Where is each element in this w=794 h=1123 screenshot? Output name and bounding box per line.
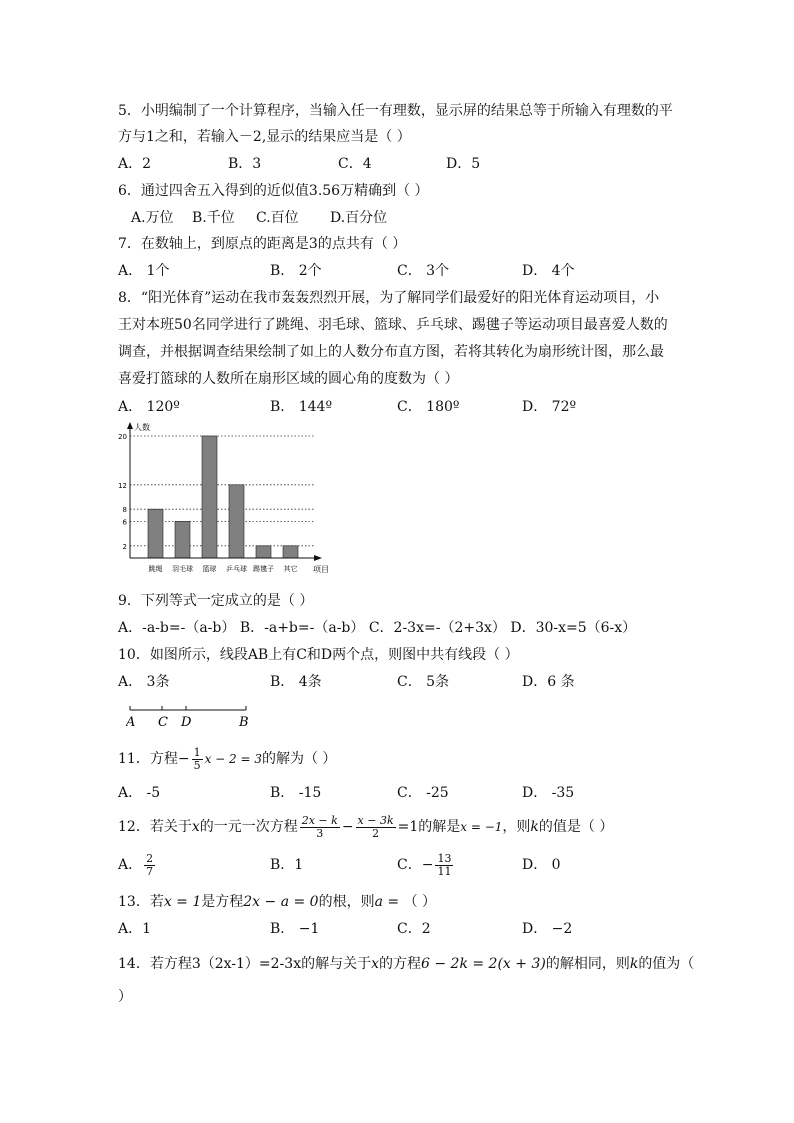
q14-prefix: 14．若方程3（2x-1）=2-3x的解与关于 bbox=[118, 956, 372, 972]
q14-suffix: 的值为（ bbox=[638, 956, 695, 972]
q13-var-a: a bbox=[374, 894, 383, 910]
q12-mid3: ，则 bbox=[502, 819, 531, 835]
sports-histogram bbox=[118, 420, 338, 578]
q11-equation-tail: x − 2 = 3 bbox=[204, 752, 262, 766]
q12-option-c bbox=[397, 851, 455, 879]
q10-option-a: A． 3条 bbox=[118, 674, 170, 690]
q12-suffix: 的值是（ ） bbox=[538, 819, 614, 835]
q12-option-c-fraction bbox=[435, 853, 453, 878]
chart-y-ticks bbox=[118, 433, 127, 551]
q12-option-a bbox=[118, 851, 157, 879]
point-b-label: B bbox=[239, 715, 249, 730]
q5-stem-line2: 方与1之和，若输入－2,显示的结果应当是（ ） bbox=[118, 129, 411, 145]
bar-2 bbox=[202, 436, 217, 558]
q12-var-x: x bbox=[191, 819, 200, 835]
q12-eq: =1 bbox=[397, 819, 419, 835]
q8-option-a: A． 120º bbox=[118, 399, 180, 415]
bar-4 bbox=[256, 546, 271, 558]
q12-option-a-label: A． bbox=[118, 857, 143, 873]
q12-solution: x = −1 bbox=[460, 820, 503, 834]
category-label: 其它 bbox=[283, 565, 298, 573]
q12-option-b: B．1 bbox=[270, 857, 304, 873]
x-axis-label: 项目 bbox=[313, 565, 329, 574]
chart-bars bbox=[148, 436, 298, 558]
q14-stem bbox=[118, 955, 694, 973]
q13-option-d: D． −2 bbox=[522, 921, 573, 937]
bar-0 bbox=[148, 509, 163, 558]
q12-fraction-1 bbox=[300, 815, 340, 840]
point-c-label: C bbox=[158, 715, 168, 730]
category-label: 跳绳 bbox=[148, 565, 163, 573]
category-label: 篮球 bbox=[202, 565, 217, 573]
q12-f2-num: x − 3k bbox=[357, 813, 394, 827]
q12-minus: − bbox=[341, 819, 354, 835]
q14-stem-line2: ） bbox=[118, 989, 132, 1005]
chart-category-labels bbox=[149, 564, 298, 573]
q11-option-b: B． -15 bbox=[270, 785, 322, 801]
y-tick-label: 20 bbox=[118, 433, 127, 441]
q7-option-c: C． 3个 bbox=[397, 263, 450, 279]
q7-option-d: D． 4个 bbox=[522, 263, 575, 279]
q12-option-c-num: 13 bbox=[437, 851, 452, 865]
q12-f1-den: 3 bbox=[316, 826, 324, 840]
point-a-label: A bbox=[126, 715, 136, 730]
q11-prefix: 11．方程 bbox=[118, 751, 178, 767]
q12-prefix: 12．若关于 bbox=[118, 819, 192, 835]
category-label: 踢毽子 bbox=[253, 565, 274, 573]
q11-fraction bbox=[192, 747, 203, 772]
q8-stem-line2: 王对本班50名同学进行了跳绳、羽毛球、篮球、乒乓球、踢毽子等运动项目最喜爱人数的 bbox=[118, 317, 668, 333]
y-axis-arrow bbox=[127, 422, 133, 429]
q6-stem: 6．通过四舍五入得到的近似值3.56万精确到（ ） bbox=[118, 183, 429, 199]
q8-option-d: D． 72º bbox=[522, 399, 577, 415]
q5-option-a: A．2 bbox=[118, 156, 152, 172]
q7-option-b: B． 2个 bbox=[270, 263, 322, 279]
y-tick-label: 12 bbox=[118, 481, 127, 490]
q13-condition: x = 1 bbox=[163, 894, 202, 910]
bar-1 bbox=[175, 521, 190, 558]
q9-stem: 9．下列等式一定成立的是（ ） bbox=[118, 593, 314, 609]
q10-option-c: C． 5条 bbox=[397, 674, 450, 690]
q13-option-c: C．2 bbox=[397, 921, 431, 937]
q12-fraction-2 bbox=[356, 815, 396, 840]
q12-option-a-num: 2 bbox=[146, 851, 154, 865]
q10-option-d: D．6 条 bbox=[522, 674, 575, 690]
q12-var-k: k bbox=[530, 819, 539, 835]
bar-3 bbox=[229, 485, 244, 558]
y-tick-label: 2 bbox=[122, 542, 127, 551]
q12-option-a-fraction bbox=[144, 853, 155, 878]
q13-prefix: 13．若 bbox=[118, 894, 164, 910]
segment-ab-figure bbox=[126, 704, 256, 730]
q13-option-b: B． −1 bbox=[270, 921, 320, 937]
q8-stem-line4: 喜爱打篮球的人数所在扇形区域的圆心角的度数为（ ） bbox=[118, 371, 459, 387]
q13-suffix: = （ ） bbox=[382, 894, 437, 910]
q6-option-c: C.百位 bbox=[256, 210, 299, 226]
q5-option-b: B．3 bbox=[228, 156, 262, 172]
q8-stem-line1: 8．“阳光体育”运动在我市轰轰烈烈开展，为了解同学们最爱好的阳光体育运动项目，小 bbox=[118, 290, 660, 306]
q14-var-k: k bbox=[629, 956, 639, 972]
q11-frac-den: 5 bbox=[193, 758, 201, 772]
q6-option-b: B.千位 bbox=[192, 210, 235, 226]
category-label: 羽毛球 bbox=[172, 565, 193, 573]
point-d-label: D bbox=[181, 715, 192, 730]
q13-mid: 是方程 bbox=[201, 894, 244, 910]
q13-stem bbox=[118, 893, 436, 911]
q11-option-a: A． -5 bbox=[118, 785, 161, 801]
q11-suffix: 的解为（ ） bbox=[261, 751, 337, 767]
q8-option-c: C． 180º bbox=[397, 399, 460, 415]
q5-option-c: C．4 bbox=[338, 156, 372, 172]
q11-frac-num: 1 bbox=[193, 745, 201, 759]
x-axis-arrow bbox=[314, 555, 322, 561]
q6-option-a: A.万位 bbox=[131, 210, 174, 226]
q12-mid: 的一元一次方程 bbox=[199, 819, 298, 835]
y-tick-label: 8 bbox=[122, 506, 127, 515]
category-label: 乒乓球 bbox=[226, 565, 247, 573]
q7-option-a: A． 1个 bbox=[118, 263, 170, 279]
q7-stem: 7．在数轴上，到原点的距离是3的点共有（ ） bbox=[118, 236, 407, 252]
q12-stem bbox=[118, 814, 613, 840]
bar-5 bbox=[283, 546, 298, 558]
q8-stem-line3: 调查，并根据调查结果绘制了如上的人数分布直方图，若将其转化为扇形统计图，那么最 bbox=[118, 344, 664, 360]
q5-stem-line1: 5．小明编制了一个计算程序，当输入任一有理数，显示屏的结果总等于所输入有理数的平 bbox=[118, 103, 673, 119]
q12-f2-den: 2 bbox=[372, 826, 380, 840]
q12-option-c-label: C．− bbox=[397, 857, 434, 873]
q12-option-c-den: 11 bbox=[437, 864, 452, 878]
q5-option-d: D．5 bbox=[446, 156, 481, 172]
y-tick-label: 6 bbox=[122, 518, 127, 527]
q9-options: A．-a-b=-（a-b） B．-a+b=-（a-b） C．2-3x=-（2+3x） D．30-x=5（6-x） bbox=[118, 620, 637, 636]
q10-stem: 10．如图所示，线段AB上有C和D两个点，则图中共有线段（ ） bbox=[118, 647, 519, 663]
q8-option-b: B． 144º bbox=[270, 399, 333, 415]
q14-var-x: x bbox=[371, 956, 379, 972]
q12-option-d: D． 0 bbox=[522, 857, 561, 873]
q12-option-a-den: 7 bbox=[146, 864, 154, 878]
q6-option-d: D.百分位 bbox=[330, 210, 388, 226]
q11-option-d: D． -35 bbox=[522, 785, 575, 801]
q11-minus: − bbox=[177, 751, 190, 767]
q13-mid2: 的根，则 bbox=[318, 894, 375, 910]
q14-mid: 的方程 bbox=[379, 956, 421, 972]
q12-mid2: 的解是 bbox=[418, 819, 461, 835]
q13-equation: 2x − a = 0 bbox=[243, 894, 319, 910]
q13-option-a: A．1 bbox=[118, 921, 152, 937]
q12-f1-num: 2x − k bbox=[301, 813, 338, 827]
q10-option-b: B． 4条 bbox=[270, 674, 322, 690]
q11-stem bbox=[118, 746, 336, 772]
q11-option-c: C． -25 bbox=[397, 785, 449, 801]
q14-equation: 6 − 2k = 2(x + 3) bbox=[421, 956, 546, 972]
y-axis-label: 人数 bbox=[134, 423, 150, 432]
q14-mid2: 的解相同，则 bbox=[545, 956, 630, 972]
